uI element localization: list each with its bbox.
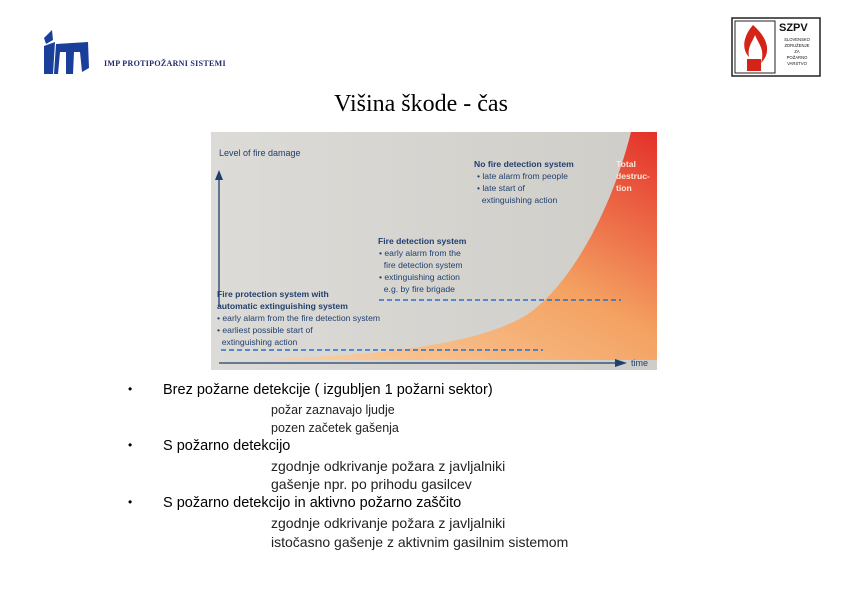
annotation-item: extinguishing action xyxy=(217,337,298,347)
badge-line: ZDRUŽENJE xyxy=(784,43,810,48)
annotation-item: e.g. by fire brigade xyxy=(379,284,455,294)
badge-line: VARSTVO xyxy=(787,61,807,66)
company-name: IMP PROTIPOŽARNI SISTEMI xyxy=(104,59,226,68)
bullet-text: S požarno detekcijo xyxy=(163,438,291,454)
bullet-marker: • xyxy=(128,495,133,509)
annotation-item: • early alarm from the xyxy=(379,248,461,258)
y-axis-label: Level of fire damage xyxy=(219,148,301,158)
bullet-sub: zgodnje odkrivanje požara z javljalniki xyxy=(271,515,506,531)
protection-heading: automatic extinguishing system xyxy=(217,301,348,311)
protection-heading: Fire protection system with xyxy=(217,289,329,299)
badge-line: SLOVENSKO xyxy=(784,37,810,42)
bullet-sub: gašenje npr. po prihodu gasilcev xyxy=(271,476,472,492)
bullet-marker: • xyxy=(128,382,133,396)
bullet-sub: zgodnje odkrivanje požara z javljalniki xyxy=(271,458,506,474)
total-label: destruc- xyxy=(616,171,650,181)
badge-abbr: SZPV xyxy=(779,22,808,34)
szpv-logo xyxy=(731,17,821,77)
bullet-sub: požar zaznavajo ljudje xyxy=(271,403,395,417)
no-detection-heading: No fire detection system xyxy=(474,159,574,169)
annotation-item: fire detection system xyxy=(379,260,463,270)
bullet-sub: pozen začetek gašenja xyxy=(271,421,399,435)
page-title: Višina škode - čas xyxy=(334,91,508,117)
annotation-item: • late alarm from people xyxy=(477,171,568,181)
annotation-item: extinguishing action xyxy=(477,195,558,205)
annotation-item: • late start of xyxy=(477,183,525,193)
annotation-item: • earliest possible start of xyxy=(217,325,313,335)
detection-heading: Fire detection system xyxy=(378,236,467,246)
bullet-sub: istočasno gašenje z aktivnim gasilnim sistemom xyxy=(271,534,569,550)
bullet-text: S požarno detekcijo in aktivno požarno zaščito xyxy=(163,495,462,511)
bullet-text: Brez požarne detekcije ( izgubljen 1 požarni sektor) xyxy=(163,382,493,398)
badge-line: ZA xyxy=(794,49,800,54)
imp-logo xyxy=(42,28,92,78)
bullet-marker: • xyxy=(128,438,133,452)
badge-line: POŽARNO xyxy=(786,55,808,60)
fire-damage-chart xyxy=(211,132,657,370)
total-label: tion xyxy=(616,183,632,193)
annotation-item: • extinguishing action xyxy=(379,272,460,282)
total-label: Total xyxy=(616,159,636,169)
x-axis-label: time xyxy=(631,358,649,368)
annotation-item: • early alarm from the fire detection system xyxy=(217,313,381,323)
